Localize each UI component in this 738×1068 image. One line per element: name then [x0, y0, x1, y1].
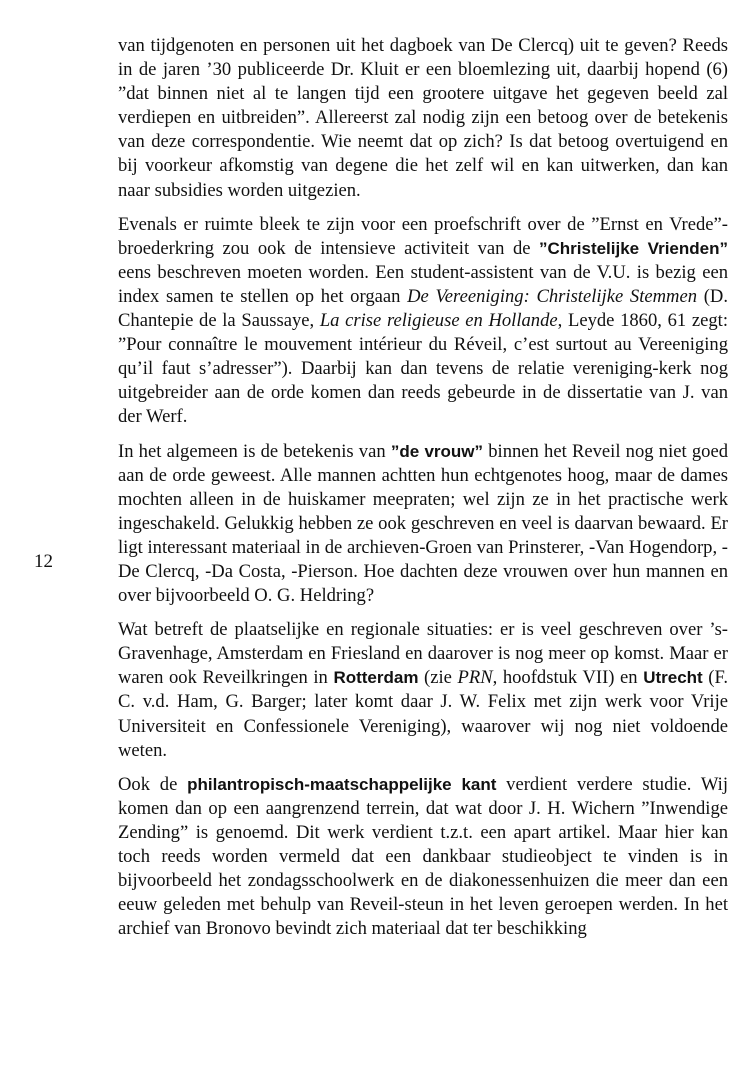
text-segment: Ook de: [118, 773, 188, 795]
text-segment: Evenals er ruimte bleek te zijn voor een proefschrift over de ”Ernst en Vrede”-broederkring zou ook de intensieve activiteit van de: [118, 213, 728, 259]
title-italic: La crise religieuse en Hollande: [319, 310, 558, 332]
emphasis-term: Utrecht: [643, 668, 703, 688]
text-segment: verdient verdere studie. Wij komen dan op een aangrenzend terrein, dat wat door J. H. Wichern ”Inwendige Zending” is genoemd. Dit werk verdient t.z.t. een apart artikel. Maar hier kan toch reeds worden vermeld dat een dankbaar studieobject te vinden is in bijvoorbeeld het zondagsschoolwerk en de diakonessenhuizen die meer dan een eeuw geleden met behulp van Reveil-steun in het leven geroepen werden. In het archief van Bronovo bevindt zich materiaal dat ter beschikking: [118, 773, 728, 940]
paragraph-1: [118, 34, 728, 203]
text-column: [118, 34, 728, 951]
text-segment: , hoofdstuk VII) en: [492, 667, 644, 689]
emphasis-term: ”de vrouw”: [390, 441, 484, 461]
paragraph-2: [118, 213, 728, 430]
paragraph-4: [118, 618, 728, 763]
text-segment: binnen het Reveil nog niet goed aan de orde geweest. Alle mannen achtten hun echtgenotes hoog, maar de dames mochten alleen in de huiskamer meepraten; wel zijn ze in het practische werk ingeschakeld. Gelukkig hebben ze ook geschreven en veel is daarvan bewaard. Er ligt interessant materiaal in de archieven-Groen van Prinsterer, -Van Hogendorp, -De Clercq, -Da Costa, -Pierson. Hoe dachten deze vrouwen over hun mannen en over bijvoorbeeld O. G. Heldring?: [118, 440, 728, 607]
title-italic: PRN: [457, 667, 493, 689]
text-segment: In het algemeen is de betekenis van: [118, 440, 391, 462]
emphasis-term: philantropisch-maatschappelijke kant: [187, 774, 497, 794]
text-segment: (D. Chantepie de la Saussaye,: [118, 285, 728, 332]
text-segment: van tijdgenoten en personen uit het dagboek van De Clercq) uit te geven? Reeds in de jaren ’30 publiceerde Dr. Kluit er een bloemlezing uit, daarbij hopend (6) ”dat binnen niet al te langen tijd een grootere uitgave het gegeven beeld zal verdiepen en uitbreiden”. Allereerst zal nodig zijn een betoog over de betekenis van deze correspondentie. Wie neemt dat op zich? Is dat betoog overtuigend en bij voorkeur afkomstig van degene die het zelf wil en kan uitwerken, dan kan naar subsidies worden uitgezien.: [118, 35, 728, 201]
title-italic: De Vereeniging: Christelijke Stemmen: [407, 285, 698, 307]
paragraph-3: [118, 440, 728, 609]
emphasis-term: Rotterdam: [333, 668, 419, 688]
text-segment: (zie: [418, 667, 458, 689]
text-segment: eens beschreven moeten worden. Een student-assistent van de V.U. is bezig een index samen te stellen op het orgaan: [118, 261, 728, 307]
text-segment: Wat betreft de plaatselijke en regionale situaties: er is veel geschreven over ’s-Gravenhage, Amsterdam en Friesland en daarover is nog meer op komst. Maar er waren ook Reveilkringen in: [118, 619, 728, 689]
page-number: 12: [34, 551, 53, 572]
paragraph-5: [118, 773, 728, 942]
text-segment: (F. C. v.d. Ham, G. Barger; later komt daar J. W. Felix met zijn werk voor Vrije Universiteit en Confessionele Vereniging), waarover wij nog niet voldoende weten.: [118, 667, 728, 761]
emphasis-term: ”Christelijke Vrienden”: [538, 238, 728, 258]
text-segment: , Leyde 1860, 61 zegt: ”Pour connaître le mouvement intérieur du Réveil, c’est surtout au Vereeniging qu’il faut s’adresser”). Daarbij kan dan tevens de relatie vereniging-kerk nog uitgebreider aan de orde komen dan reeds gebeurde in de dissertatie van J. van der Werf.: [118, 310, 728, 428]
